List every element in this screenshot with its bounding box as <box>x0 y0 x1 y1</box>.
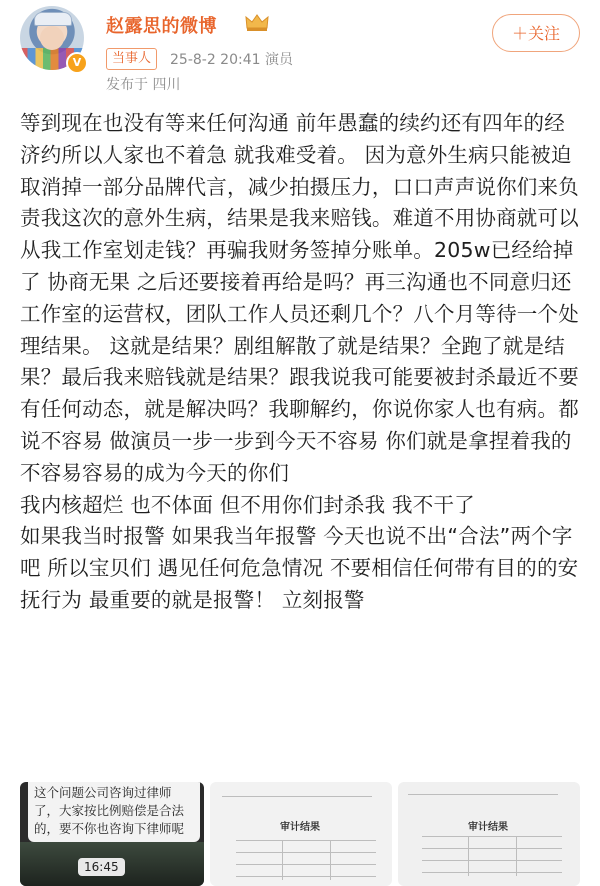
verified-badge-icon: V <box>66 52 88 74</box>
image-thumbnail-chat[interactable] <box>20 782 204 886</box>
follow-button[interactable]: ＋关注 <box>492 14 580 52</box>
image-gallery <box>20 782 580 886</box>
post-text: 等到现在也没有等来任何沟通 前年愚蠢的续约还有四年的经济约所以人家也不着急 就我难受着。 因为意外生病只能被迫取消掉一部分品牌代言，减少拍摄压力，口口声声说你们来负责我这次的意外生病，结果是我来赔钱。难道不用协商就可以从我工作室划走钱？再骗我财务签掉分账单。205w已经给掉了 协商无果 之后还要接着再给是吗？再三沟通也不同意归还工作室的运营权，团队工作人员还剩几个？八个月等待一个处理结果。 这就是结果？剧组解散了就是结果？全跑了就是结果？最后我来赔钱就是结果？跟我说我可能要被封杀最近不要有任何动态，就是解决吗？我聊解约，你说你家人也有病。都说不容易 做演员一步一步到今天不容易 你们就是拿捏着我的不容易容易的成为今天的你们 我内核超烂 也不体面 但不用你们封杀我 我不干了 如果我当时报警 如果我当年报警 今天也说不出“合法”两个字吧 所以宝贝们 遇见任何危急情况 不要相信任何带有目的的安抚行为 最重要的就是报警！ 立刻报警 <box>20 111 579 612</box>
document-title: 审计结果 <box>468 822 508 833</box>
post-header <box>0 0 600 100</box>
image-thumbnail-document[interactable] <box>398 782 580 886</box>
crown-icon <box>244 12 270 32</box>
image-thumbnail-document[interactable] <box>210 782 392 886</box>
post-location: 发布于 四川 <box>106 77 181 93</box>
chat-time: 16:45 <box>78 858 125 876</box>
chat-message: 这个问题公司咨询过律师了，大家按比例赔偿是合法的，要不你也咨询下律师呢 <box>28 782 200 842</box>
participant-badge: 当事人 <box>106 48 157 70</box>
post-timestamp: 25-8-2 20:41 <box>170 52 261 68</box>
author-role: 演员 <box>264 52 293 68</box>
author-name[interactable]: 赵露思的微博 <box>106 16 217 37</box>
post-meta <box>170 49 293 69</box>
document-title: 审计结果 <box>280 822 320 833</box>
